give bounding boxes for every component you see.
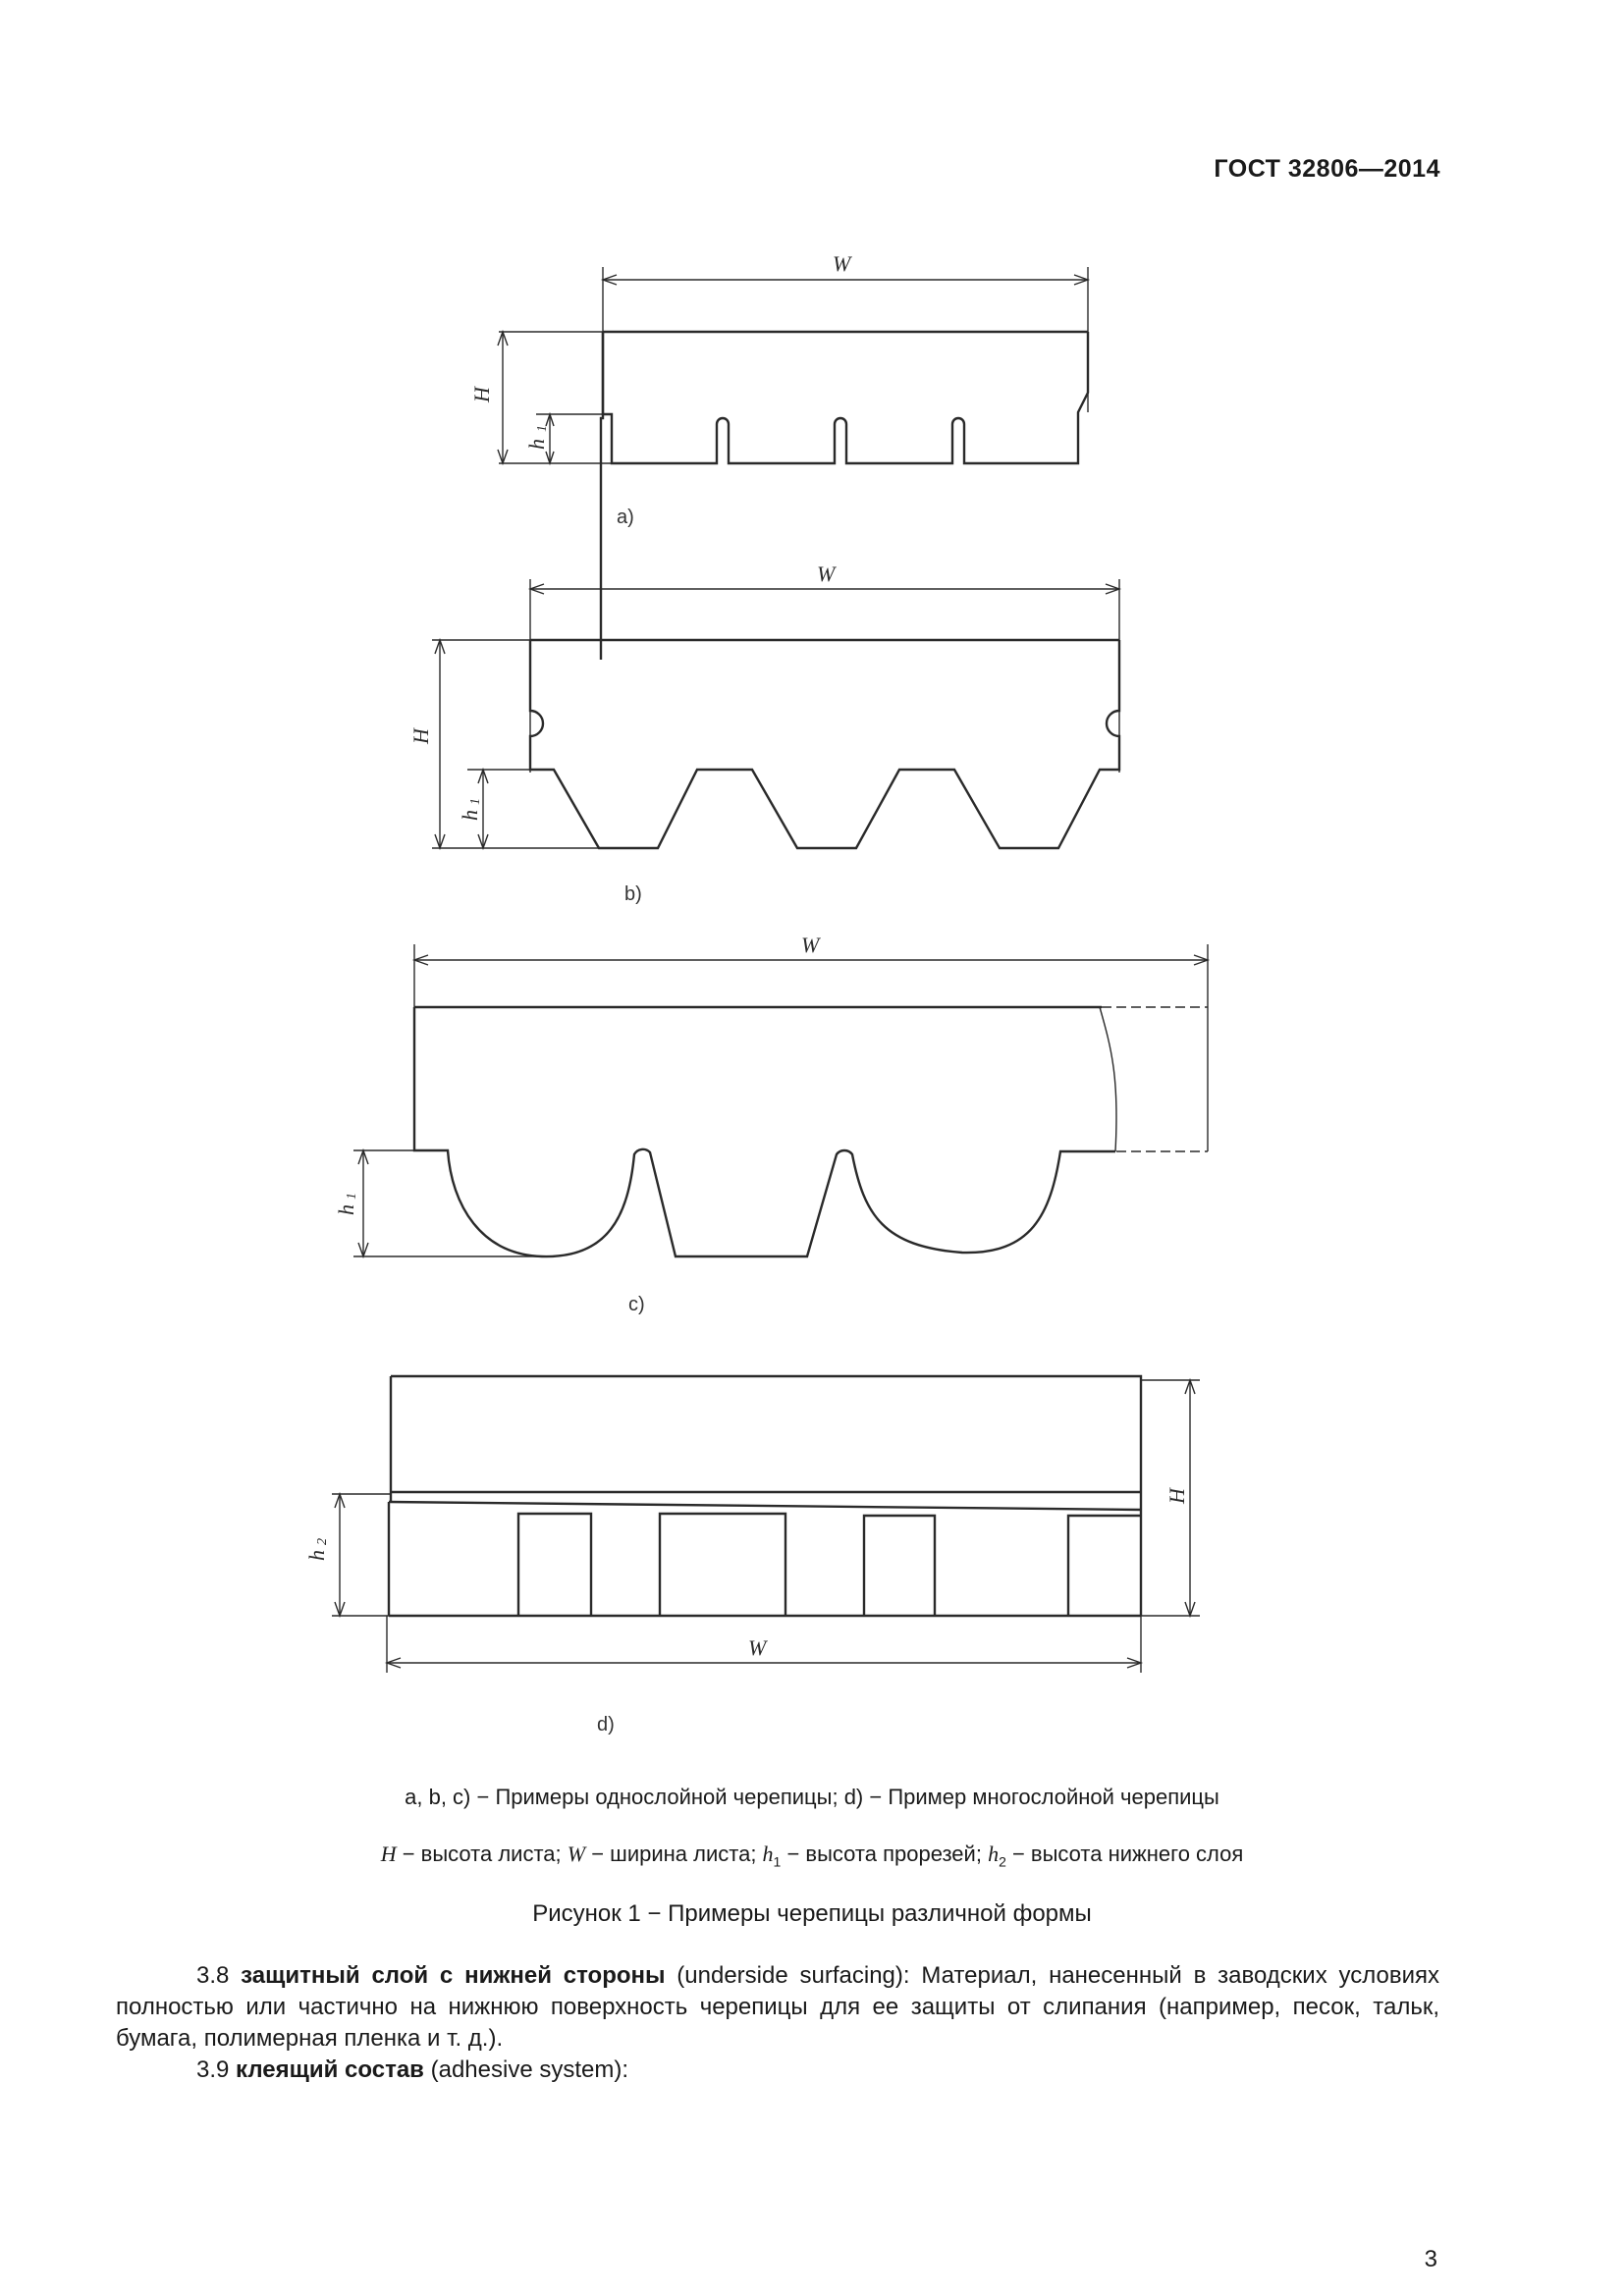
paragraph-3-9: 3.9 клеящий состав (adhesive system): <box>196 2056 629 2083</box>
page-number: 3 <box>1424 2246 1437 2272</box>
svg-text:2: 2 <box>315 1538 330 1545</box>
paragraph-3-8: 3.8 защитный слой с нижней стороны (underside surfacing): Материал, нанесенный в заводских условиях полностью или частично на нижнюю поверхность черепицы для ее защиты от слипания (например, песок, тальк, бумага, полимерная пленка и т. д.). <box>116 1962 1440 2052</box>
fig-b-w-label: W <box>817 561 836 586</box>
term-adhesive-system: клеящий состав <box>236 2056 424 2083</box>
figure-b-label: b) <box>624 883 642 905</box>
fig-a-h1-label: h <box>524 439 549 450</box>
term-underside-surfacing: защитный слой с нижней стороны <box>241 1962 666 1989</box>
fig-a-h-label: H <box>469 387 494 402</box>
svg-text:1: 1 <box>535 425 550 432</box>
fig-a-w-label: W <box>833 251 851 276</box>
figure-a-drawing <box>469 245 1110 481</box>
fig-c-w-label: W <box>801 933 820 957</box>
svg-text:1: 1 <box>468 798 483 805</box>
fig-b-h-label: H <box>408 728 433 744</box>
svg-text:1: 1 <box>345 1193 359 1200</box>
fig-c-h1-label: h <box>334 1204 358 1215</box>
fig-b-h1-label: h <box>458 810 482 821</box>
fig-d-w-label: W <box>748 1635 767 1660</box>
document-code: ГОСТ 32806—2014 <box>1214 155 1440 183</box>
figure-caption-examples: a, b, c) − Примеры однослойной черепицы; d) − Пример многослойной черепицы <box>405 1785 1219 1809</box>
figure-d-label: d) <box>597 1714 615 1735</box>
figure-d-drawing <box>295 1364 1227 1688</box>
figure-caption-legend: H − высота листа; W − ширина листа; $h_1$ − высота прорезей; $h_2$ − высота нижнего слоя <box>380 1842 1244 1870</box>
figure-title: Рисунок 1 − Примеры черепицы различной формы <box>532 1900 1092 1927</box>
fig-d-h-label: H <box>1164 1488 1189 1504</box>
fig-d-h2-label: h <box>304 1550 329 1561</box>
figure-c-label: c) <box>628 1294 645 1315</box>
figure-b-drawing <box>408 561 1139 856</box>
figure-c-drawing <box>334 931 1237 1274</box>
figure-a-label: a) <box>617 507 634 528</box>
